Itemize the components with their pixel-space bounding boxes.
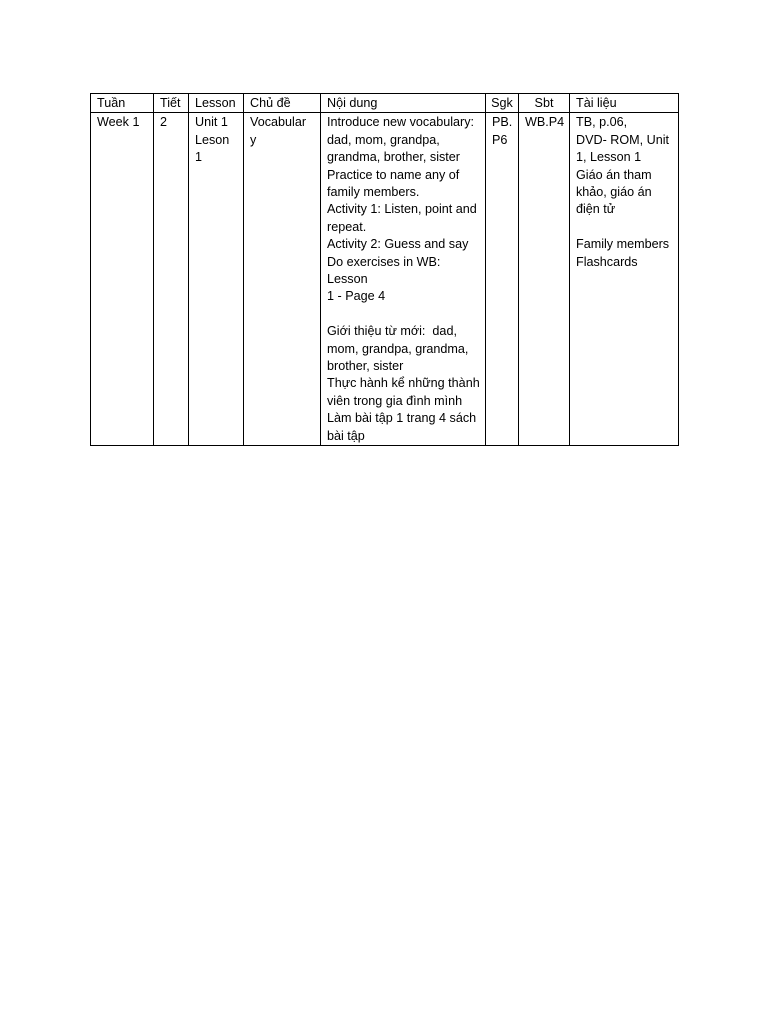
- cell-text-line: Leson: [195, 132, 230, 147]
- cell-text-line: điện tử: [576, 202, 616, 217]
- cell-text-line: bài tập: [327, 428, 365, 443]
- cell-chu-de: [244, 113, 321, 446]
- header-lesson: Lesson: [189, 94, 244, 113]
- header-sbt: Sbt: [519, 94, 570, 113]
- cell-text-line: Activity 1: Listen, point and: [327, 202, 477, 217]
- cell-text-line: TB, p.06,: [576, 115, 628, 130]
- cell-text-line: mom, grandpa, grandma,: [327, 341, 469, 356]
- table-header-row: [91, 94, 679, 113]
- lesson-plan-table: [90, 93, 679, 446]
- cell-text-line: Làm bài tập 1 trang 4 sách: [327, 411, 477, 426]
- cell-sbt: [519, 113, 570, 446]
- cell-text-line: Introduce new vocabulary:: [327, 115, 475, 130]
- cell-text-line: DVD- ROM, Unit: [576, 132, 670, 147]
- cell-tai-lieu: [570, 113, 679, 446]
- cell-text-line: WB.P4: [525, 115, 565, 130]
- cell-tiet: [154, 113, 189, 446]
- cell-text-line: Flashcards: [576, 254, 638, 269]
- cell-text-line: repeat.: [327, 219, 367, 234]
- cell-text-line: Vocabular: [250, 115, 307, 130]
- header-tiet: Tiết: [154, 94, 189, 113]
- cell-blank-line: [576, 219, 674, 236]
- header-chu-de: Chủ đề: [244, 94, 321, 113]
- cell-blank-line: [327, 306, 481, 323]
- cell-text-line: Practice to name any of: [327, 167, 460, 182]
- header-tuan: Tuần: [91, 94, 154, 113]
- cell-text-line: Week 1: [97, 115, 140, 130]
- cell-text-line: 1: [195, 150, 203, 165]
- cell-lesson: [189, 113, 244, 446]
- header-noi-dung: Nội dung: [321, 94, 486, 113]
- cell-text-line: Activity 2: Guess and say: [327, 237, 469, 252]
- cell-text-line: Giáo án tham: [576, 167, 652, 182]
- cell-text-line: grandma, brother, sister: [327, 150, 460, 165]
- cell-text-line: Thực hành kể những thành: [327, 376, 480, 391]
- cell-text-line: family members.: [327, 185, 420, 200]
- cell-text-line: y: [250, 132, 257, 147]
- cell-text-line: 1, Lesson 1: [576, 150, 642, 165]
- cell-text-line: khảo, giáo án: [576, 185, 652, 200]
- cell-text-line: Family members: [576, 237, 670, 252]
- cell-noi-dung: [321, 113, 486, 446]
- cell-text-line: Unit 1: [195, 115, 228, 130]
- header-tai-lieu: Tài liệu: [570, 94, 679, 113]
- cell-text-line: Do exercises in WB: Lesson: [327, 254, 444, 287]
- cell-text-line: 2: [160, 115, 168, 130]
- cell-text-line: Giới thiệu từ mới: dad,: [327, 324, 457, 339]
- cell-text-line: brother, sister: [327, 359, 404, 374]
- cell-tuan: [91, 113, 154, 446]
- cell-text-line: dad, mom, grandpa,: [327, 132, 440, 147]
- cell-sgk: [486, 113, 519, 446]
- cell-text-line: PB.: [492, 115, 513, 130]
- cell-text-line: viên trong gia đình mình: [327, 393, 463, 408]
- header-sgk: Sgk: [486, 94, 519, 113]
- table-row: [91, 113, 679, 446]
- cell-text-line: P6: [492, 132, 508, 147]
- cell-text-line: 1 - Page 4: [327, 289, 386, 304]
